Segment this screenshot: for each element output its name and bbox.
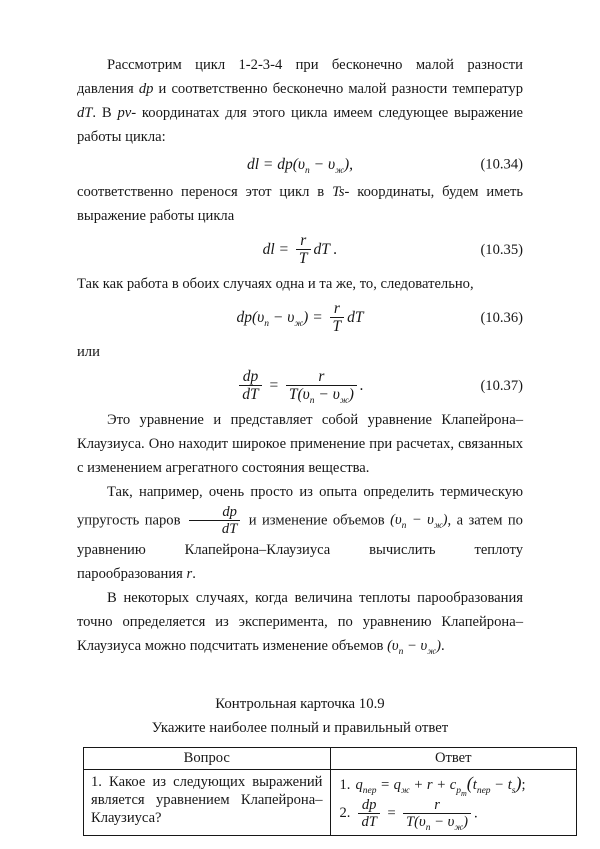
fraction-dp-over-dT: $\frac{dp}{dT}$ [358, 797, 379, 831]
text-run: и соответственно бесконечно малой разности температур [153, 81, 523, 97]
equation-body [262, 232, 338, 267]
c-subscript: pm [456, 785, 467, 798]
paragraph-example [77, 480, 523, 586]
fraction-r-over-T: $\frac{r}{T}$ [296, 232, 311, 268]
text-run: соответственно перенося этот цикл в [77, 184, 333, 200]
answer-label: 2. [339, 805, 351, 822]
text-run: и изменение объемов [243, 512, 391, 529]
text-run: . В [92, 105, 118, 121]
close-paren: ) [515, 773, 522, 793]
table-header-row [84, 748, 577, 770]
math-token: . [359, 376, 364, 394]
answer-item-2: 2. $\frac{dp}{dT}$ = $\frac{r}{T(\upsilon_п - \upsilon_ж)}$ . [339, 797, 478, 833]
math-token: dl = [262, 240, 293, 258]
answer-label: 1. [339, 777, 351, 793]
equation-10-36 [77, 298, 523, 338]
question-cell: 1. Какое из следующих выражений является уравнением Клапейрона–Клаузиуса? [84, 770, 331, 836]
equation-number: (10.35) [480, 242, 523, 258]
volume-difference: $(\upsilon_п - \upsilon_ж)$ [387, 638, 441, 657]
fraction-clausius-rhs: $\frac{r}{T(\upsilon_п - \upsilon_ж)}$ [286, 368, 357, 404]
text-run: Так, например, очень просто из опыта определить термическую упругость паров [77, 484, 523, 529]
fraction-clausius-rhs: $\frac{r}{T(\upsilon_п - \upsilon_ж)}$ [403, 797, 471, 831]
math-token: = [308, 308, 327, 326]
math-Ts: Ts- [332, 184, 350, 200]
paragraph-or: или [77, 344, 100, 360]
table-header-question: Вопрос [84, 748, 331, 770]
volume-difference: $(\upsilon_п - \upsilon_ж)$ [390, 512, 448, 532]
math-pv: pv- [117, 105, 137, 121]
equation-10-34 [77, 151, 523, 178]
fraction-dp-over-dT: $\frac{dp}{dT}$ [239, 368, 261, 404]
paragraph-clausius: Это уравнение и представляет собой уравнение Клапейрона–Клаузиуса. Оно находит широкое применение при расчетах, связанных с изменением агрегатного состояния вещества. [77, 412, 523, 476]
text-run: , а затем по уравнению Клапейрона–Клаузиуса вычислить теплоту парообразования [77, 512, 523, 582]
math-token: dl = dp [246, 156, 293, 173]
equation-body [246, 156, 354, 177]
text-run: Рассмотрим цикл 1-2-3-4 при бесконечно малой разности давления [77, 57, 523, 97]
math-r: r [186, 566, 193, 582]
math-token: . [329, 240, 338, 258]
math-token: dT [313, 240, 330, 258]
volume-difference: $(\upsilon_п - \upsilon_ж)$ [251, 308, 309, 329]
fraction-dp-over-dT: $\frac{dp}{dT}$ [189, 504, 240, 538]
math-token: , [349, 156, 354, 173]
table-header-answer: Ответ [330, 748, 577, 770]
open-paren: ( [466, 773, 473, 793]
equation-10-35 [77, 230, 523, 270]
paragraph-ts [77, 180, 523, 228]
fraction-r-over-T: $\frac{r}{T}$ [330, 300, 345, 336]
paragraph-work-equal: Так как работа в обоих случаях одна и та же, то, следовательно, [77, 276, 474, 292]
answer-cell [330, 770, 577, 836]
volume-difference: $(\upsilon_п - \upsilon_ж)$ [297, 386, 354, 407]
text-run: В некоторых случаях, когда величина теплоты парообразования точно определяется из эксперимента, по уравнению Клапейрона–Клаузиуса можно подсчитать изменение объемов [77, 590, 523, 654]
text-run: координатах для этого цикла имеем следующее выражение работы цикла: [77, 105, 523, 145]
text-run: координаты, будем иметь выражение работы цикла [77, 184, 523, 224]
paragraph-some-cases [77, 586, 523, 658]
control-card-subtitle: Укажите наиболее полный и правильный ответ [151, 720, 449, 736]
equation-number: (10.37) [480, 378, 523, 394]
text-run: . [440, 638, 445, 654]
equation-number: (10.36) [480, 310, 523, 326]
volume-difference: $(\upsilon_п - \upsilon_ж)$ [414, 814, 469, 833]
equation-body [236, 368, 364, 407]
math-token: dT [347, 308, 364, 326]
paragraph-intro [77, 53, 523, 149]
volume-difference: $(\upsilon_п - \upsilon_ж)$ [292, 156, 350, 177]
math-dT: dT [77, 105, 93, 121]
math-token: = [264, 376, 283, 394]
math-dp: dp [138, 81, 154, 97]
equation-number: (10.34) [480, 156, 523, 172]
control-card-table [83, 747, 577, 836]
equation-10-37 [77, 366, 523, 406]
math-token: dp [236, 308, 252, 326]
control-card-title: Контрольная карточка 10.9 [215, 696, 385, 712]
equation-body [236, 300, 364, 335]
table-row [84, 770, 577, 836]
answer-item-1: 1. $q_{пер} = q_ж + r + c_{p_m}(t_{пер} - t_s)$; [339, 773, 526, 798]
text-run: . [192, 566, 196, 582]
